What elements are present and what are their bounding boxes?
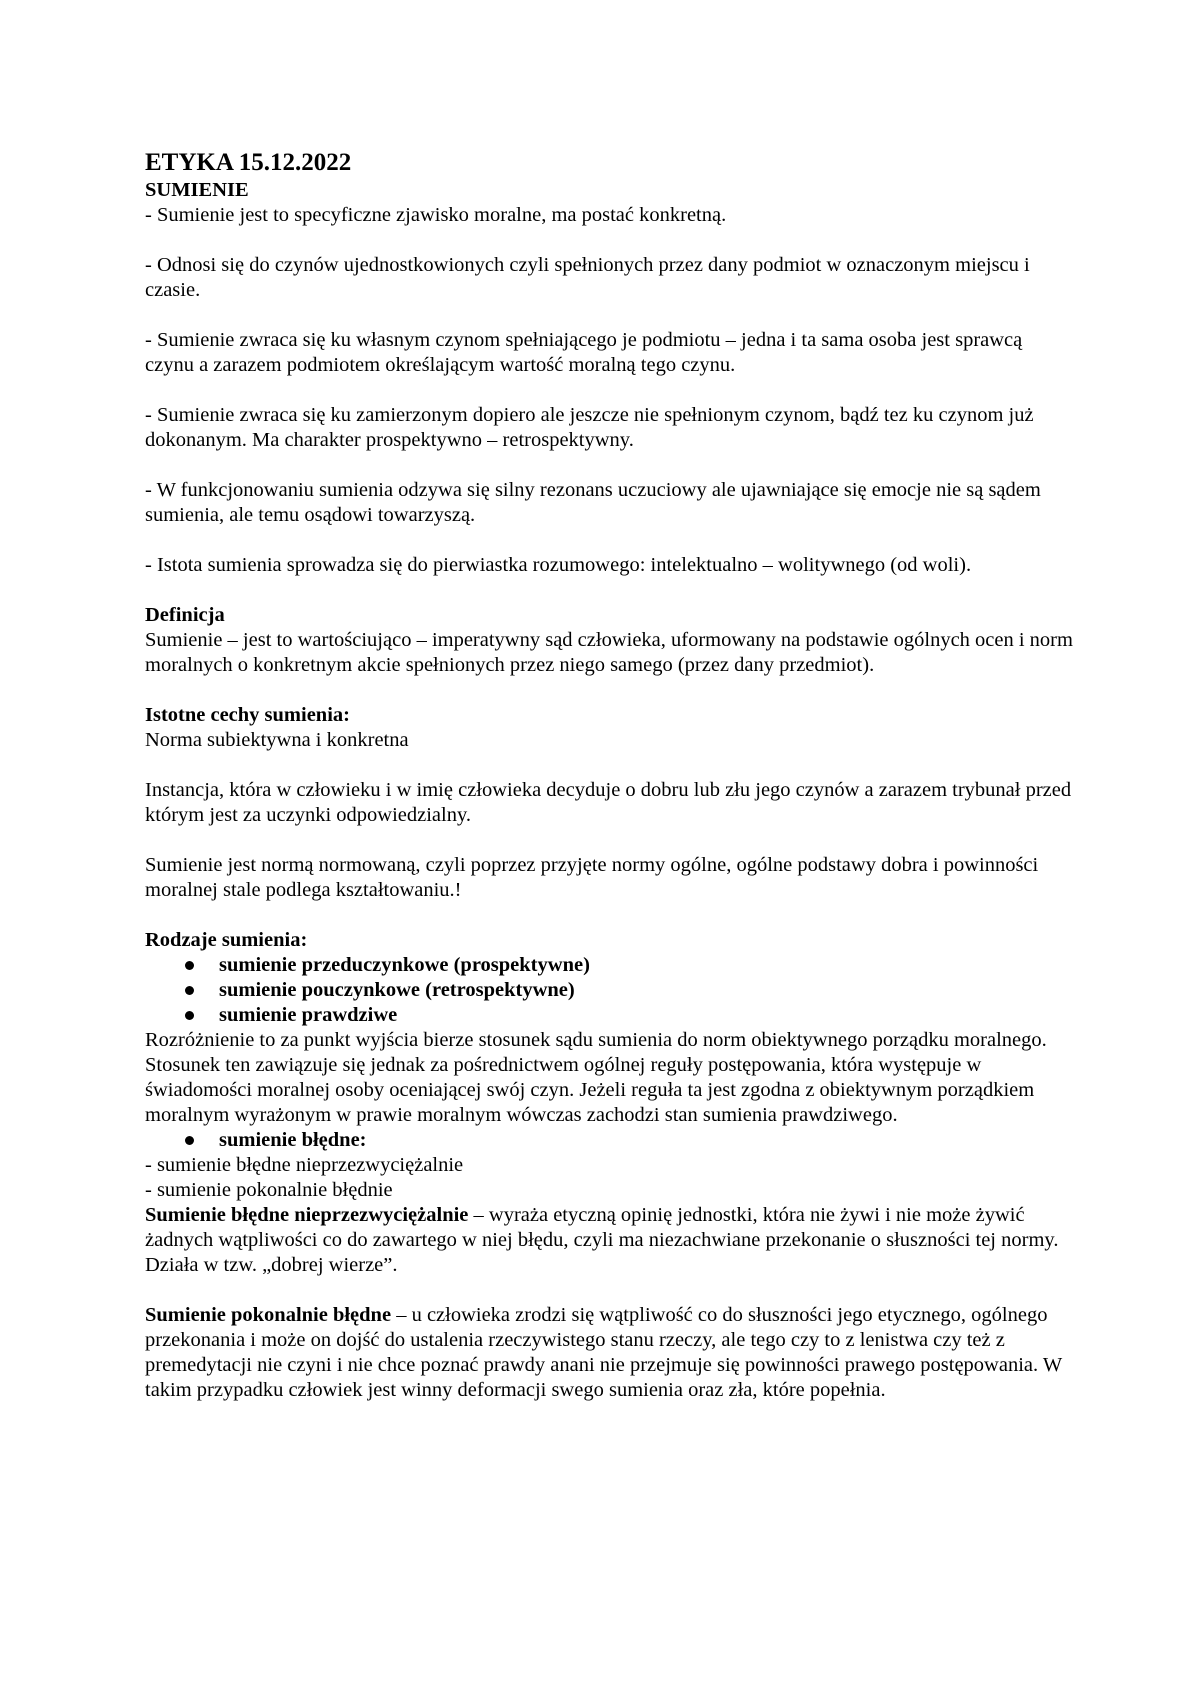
- invincible-term: Sumienie błędne nieprzezwyciężalnie: [145, 1204, 469, 1226]
- document-body: [145, 148, 1075, 1403]
- intro-paragraph: - Sumienie zwraca się ku zamierzonym dopiero ale jeszcze nie spełnionym czynom, bądź tez ku czynom już dokonanym. Ma charakter prospektywno – retrospektywny.: [145, 404, 1034, 451]
- vincible-text: – u człowieka zrodzi się wątpliwość co do słuszności jego etycznego, ogólnego przekonania i może on dojść do ustalenia rzeczywistego stanu rzeczy, ale tego czy to z lenistwa czy też z premedytacji nie czyni i nie chce poznać prawdy anani nie przejmuje się powinności prawego postępowania. W takim przypadku człowiek jest winny deformacji swego sumienia oraz zła, które popełnia.: [145, 1304, 1062, 1401]
- features-heading: Istotne cechy sumienia:: [145, 704, 350, 726]
- bullet-icon: [185, 986, 194, 995]
- definition-heading: Definicja: [145, 604, 225, 626]
- feature-item: Sumienie jest normą normowaną, czyli poprzez przyjęte normy ogólne, ogólne podstawy dobra i powinności moralnej stale podlega kształtowaniu.!: [145, 854, 1039, 901]
- erroneous-bullet-list: [145, 1128, 1075, 1153]
- definition-text: Sumienie – jest to wartościująco – imperatywny sąd człowieka, uformowany na podstawie ogólnych ocen i norm moralnych o konkretnym akcie spełnionych przez niego samego (przez dany przedmiot).: [145, 629, 1073, 676]
- intro-paragraph: - Istota sumienia sprowadza się do pierwiastka rozumowego: intelektualno – wolitywnego (od woli).: [145, 554, 972, 576]
- erroneous-subitem: - sumienie pokonalnie błędnie: [145, 1179, 393, 1201]
- intro-paragraph: - Sumienie jest to specyficzne zjawisko moralne, ma postać konkretną.: [145, 204, 727, 226]
- types-bullet-list: [145, 953, 1075, 1028]
- vincible-definition: [145, 1303, 1075, 1403]
- true-conscience-text: Rozróżnienie to za punkt wyjścia bierze stosunek sądu sumienia do norm obiektywnego porządku moralnego. Stosunek ten zawiązuje się jednak za pośrednictwem ogólnej reguły postępowania, która występuje w świadomości moralnej osoby oceniającej swój czyn. Jeżeli reguła ta jest zgodna z obiektywnym porządkiem moralnym wyrażonym w prawie moralnym wówczas zachodzi stan sumienia prawdziwego.: [145, 1029, 1047, 1126]
- feature-item: Instancja, która w człowieku i w imię człowieka decyduje o dobru lub złu jego czynów a zarazem trybunał przed którym jest za uczynki odpowiedzialny.: [145, 779, 1072, 826]
- bullet-icon: [185, 1136, 194, 1145]
- bullet-icon: [185, 961, 194, 970]
- bullet-icon: [185, 1011, 194, 1020]
- type-bullet-item: sumienie przeduczynkowe (prospektywne): [145, 953, 1075, 978]
- intro-paragraph: - W funkcjonowaniu sumienia odzywa się silny rezonans uczuciowy ale ujawniające się emocje nie są sądem sumienia, ale temu osądowi towarzyszą.: [145, 479, 1041, 526]
- vincible-term: Sumienie pokonalnie błędne: [145, 1304, 392, 1326]
- section-heading-sumienie: SUMIENIE: [145, 179, 249, 201]
- type-bullet-item: sumienie prawdziwe: [145, 1003, 1075, 1028]
- intro-paragraph: - Sumienie zwraca się ku własnym czynom spełniającego je podmiotu – jedna i ta sama osoba jest sprawcą czynu a zarazem podmiotem określającym wartość moralną tego czynu.: [145, 329, 1023, 376]
- invincible-text: – wyraża etyczną opinię jednostki, która nie żywi i nie może żywić żadnych wątpliwości co do zawartego w niej błędu, czyli ma niezachwiane przekonanie o słuszności tej normy. Działa w tzw. „dobrej wierze”.: [145, 1204, 1059, 1276]
- feature-item: Norma subiektywna i konkretna: [145, 729, 409, 751]
- invincible-definition: [145, 1203, 1075, 1278]
- types-heading: Rodzaje sumienia:: [145, 929, 308, 951]
- type-bullet-item: sumienie pouczynkowe (retrospektywne): [145, 978, 1075, 1003]
- document-title: ETYKA 15.12.2022: [145, 149, 352, 176]
- erroneous-subitem: - sumienie błędne nieprzezwyciężalnie: [145, 1154, 464, 1176]
- intro-paragraph: - Odnosi się do czynów ujednostkowionych czyli spełnionych przez dany podmiot w oznaczonym miejscu i czasie.: [145, 254, 1030, 301]
- type-bullet-item: sumienie błędne:: [145, 1128, 1075, 1153]
